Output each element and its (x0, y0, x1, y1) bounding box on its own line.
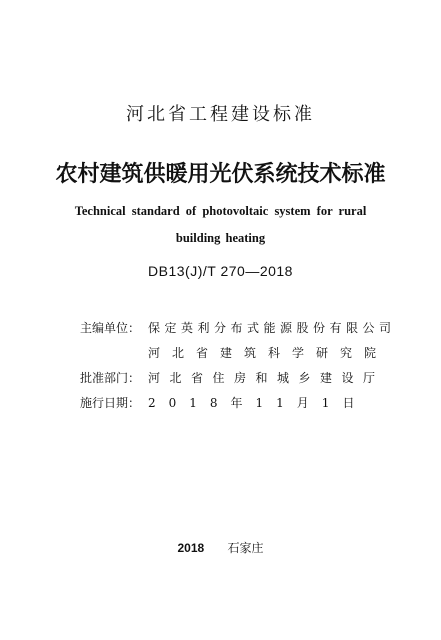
chief-editor-unit-1: 保定英利分布式能源股份有限公司 (148, 321, 396, 335)
publication-info-table (80, 320, 396, 420)
effective-date-label: 施行日期： (80, 396, 141, 410)
info-row-approval (80, 370, 385, 395)
chief-editor-label: 主编单位： (80, 321, 141, 335)
publication-city: 石家庄 (227, 541, 264, 555)
approval-department: 河北省住房和城乡建设厅 (148, 371, 385, 385)
document-title-english-line-2: building heating (175, 231, 266, 245)
publication-year: 2018 (177, 541, 205, 555)
info-row-effective-date (80, 395, 380, 420)
approval-department-label: 批准部门： (80, 371, 141, 385)
standard-code: DB13(J)/T 270—2018 (148, 263, 293, 279)
document-title-chinese: 农村建筑供暖用光伏系统技术标准 (55, 161, 386, 187)
chief-editor-unit-2: 河北省建筑科学研究院 (148, 346, 389, 360)
document-title-english-line-1: Technical standard of photovoltaic system for rural (74, 204, 367, 218)
empty-label (80, 345, 148, 370)
info-row-chief-editor-2 (80, 345, 389, 370)
info-row-chief-editor (80, 320, 396, 345)
issuing-authority: 河北省工程建设标准 (126, 104, 315, 125)
effective-date: 2018年11月1日 (148, 396, 368, 410)
publication-footer (0, 540, 441, 556)
